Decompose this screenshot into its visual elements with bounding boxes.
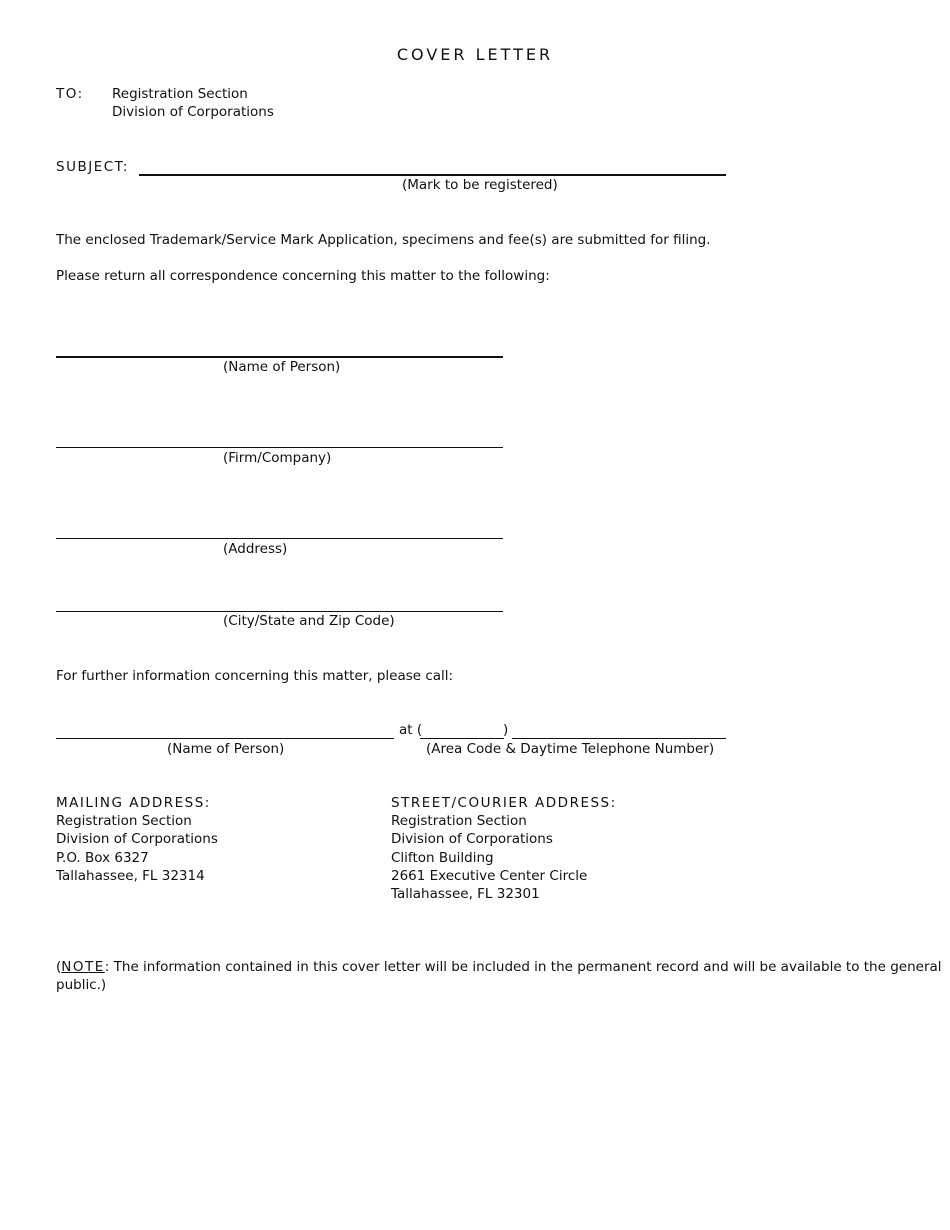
city-state-zip-caption: (City/State and Zip Code): [223, 613, 395, 629]
body-paragraph-2: Please return all correspondence concerning this matter to the following:: [56, 268, 550, 284]
mailing-line: Registration Section: [56, 813, 192, 829]
to-line-2: Division of Corporations: [112, 104, 274, 120]
contact-name-caption: (Name of Person): [167, 741, 285, 757]
note-text: : The information contained in this cover letter will be included in the permanent record and will be available to the general: [104, 959, 942, 975]
phone-caption: (Area Code & Daytime Telephone Number): [426, 741, 715, 757]
mailing-line: Tallahassee, FL 32314: [56, 868, 205, 884]
to-line-1: Registration Section: [112, 86, 248, 102]
name-of-person-caption: (Name of Person): [223, 359, 341, 375]
contact-name-field[interactable]: [56, 738, 394, 739]
mailing-line: Division of Corporations: [56, 831, 218, 847]
area-code-field[interactable]: [420, 738, 504, 739]
note-label: NOTE: [61, 959, 105, 975]
at-label: at (: [399, 722, 423, 738]
subject-caption: (Mark to be registered): [402, 177, 558, 193]
address-field[interactable]: [56, 538, 503, 539]
street-line: Registration Section: [391, 813, 527, 829]
page-title: COVER LETTER: [396, 45, 554, 64]
mailing-line: P.O. Box 6327: [56, 850, 149, 866]
note-line-2: public.): [56, 977, 107, 993]
further-info-text: For further information concerning this matter, please call:: [56, 668, 454, 684]
mailing-address-heading: MAILING ADDRESS:: [56, 795, 211, 811]
firm-company-caption: (Firm/Company): [223, 450, 332, 466]
street-line: Clifton Building: [391, 850, 494, 866]
street-line: Division of Corporations: [391, 831, 553, 847]
note-line-1: [56, 958, 942, 976]
to-label: TO:: [56, 86, 84, 102]
note-open-paren: (: [56, 959, 62, 975]
phone-number-field[interactable]: [512, 738, 726, 739]
address-caption: (Address): [223, 541, 288, 557]
street-address-heading: STREET/COURIER ADDRESS:: [391, 795, 617, 811]
close-paren: ): [503, 722, 509, 738]
firm-company-field[interactable]: [56, 447, 503, 448]
subject-label: SUBJECT:: [56, 159, 129, 175]
street-line: Tallahassee, FL 32301: [391, 886, 540, 902]
body-paragraph-1: The enclosed Trademark/Service Mark Application, specimens and fee(s) are submitted for filing.: [56, 232, 711, 248]
street-line: 2661 Executive Center Circle: [391, 868, 588, 884]
